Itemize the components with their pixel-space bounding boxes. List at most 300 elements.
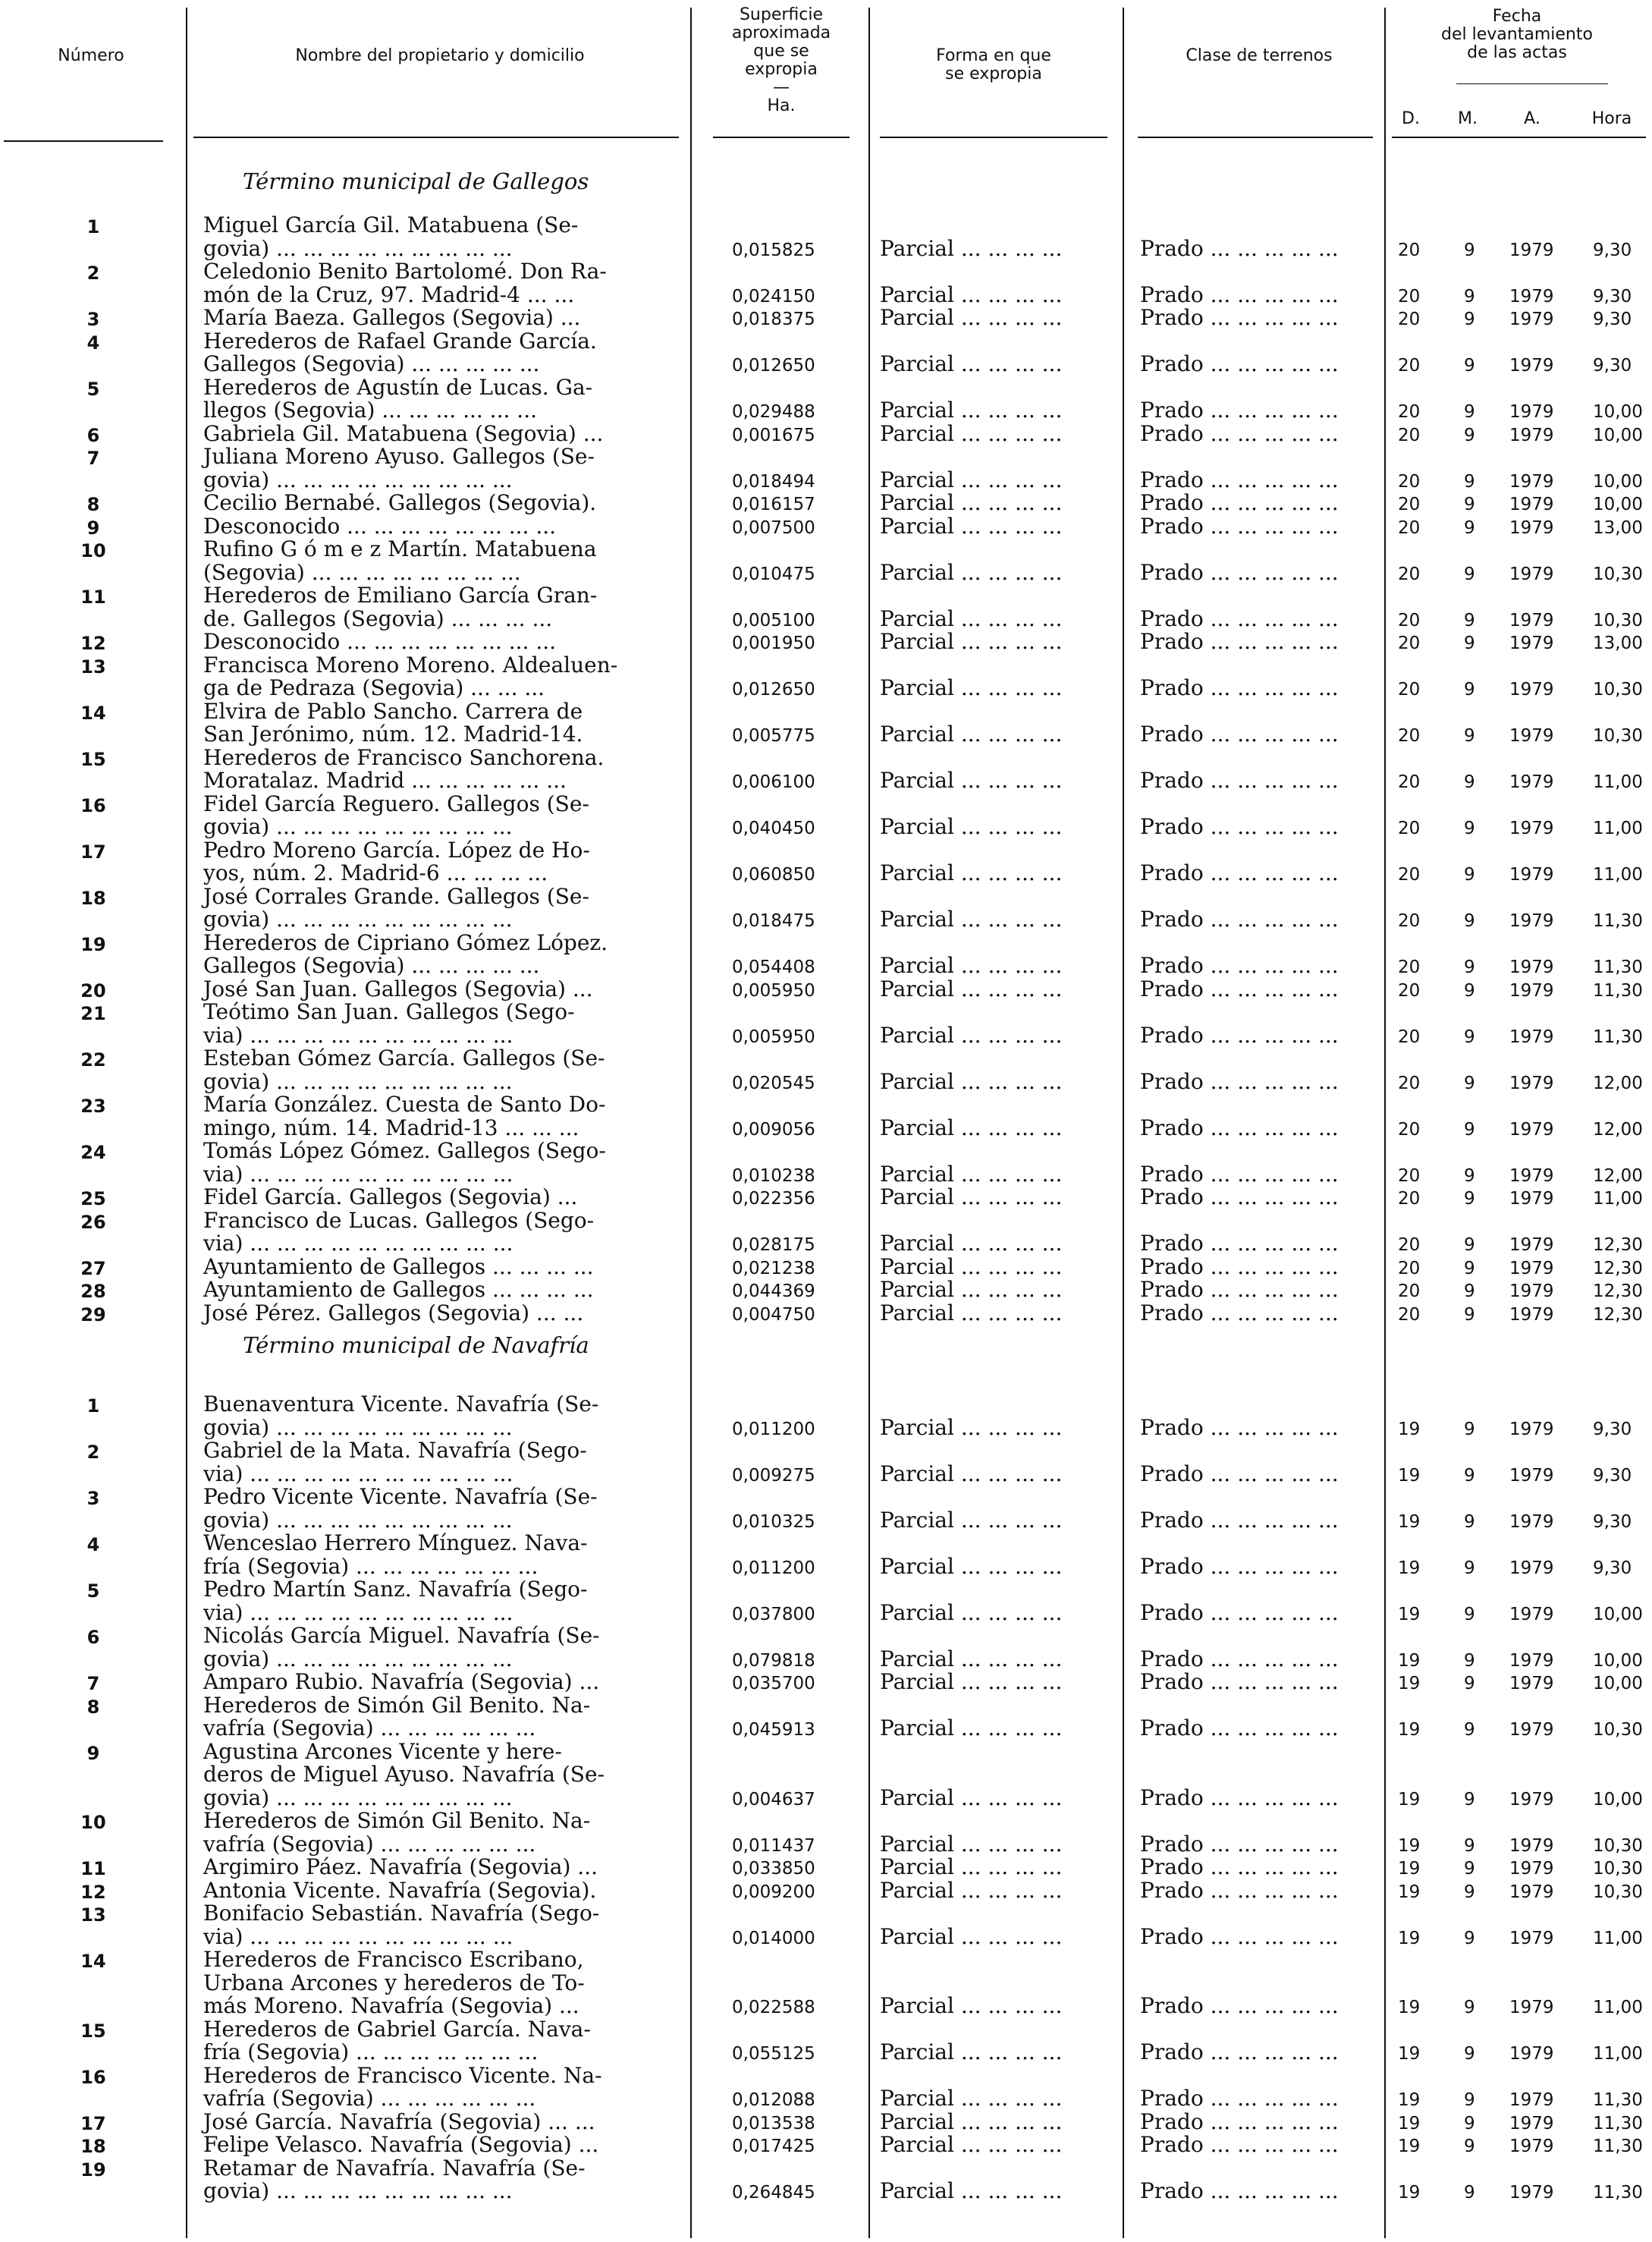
forma-value: Parcial ... ... ... ... <box>880 1414 1063 1440</box>
fecha-dia: 20 <box>1398 1189 1421 1209</box>
row-number: 13 <box>80 1904 106 1926</box>
fecha-mes: 9 <box>1464 2044 1475 2064</box>
header-rule <box>1392 137 1646 138</box>
fecha-dia: 20 <box>1398 495 1421 514</box>
fecha-anio: 1979 <box>1509 1119 1554 1140</box>
fecha-dia: 20 <box>1398 1235 1421 1255</box>
fecha-mes: 9 <box>1464 2137 1475 2156</box>
fecha-mes: 9 <box>1464 911 1475 931</box>
fecha-dia: 20 <box>1398 680 1421 700</box>
owner-line: Amparo Rubio. Navafría (Segovia) ... <box>203 1669 600 1694</box>
fecha-anio: 1979 <box>1509 957 1554 977</box>
fecha-mes: 9 <box>1464 1165 1475 1186</box>
forma-value: Parcial ... ... ... ... <box>880 235 1063 261</box>
fecha-hora: 12,00 <box>1593 1119 1643 1140</box>
fecha-dia: 20 <box>1398 772 1421 792</box>
fecha-dia: 19 <box>1398 2044 1421 2064</box>
fecha-anio: 1979 <box>1509 2113 1554 2134</box>
fecha-dia: 20 <box>1398 425 1421 445</box>
fecha-mes: 9 <box>1464 471 1475 492</box>
fecha-mes: 9 <box>1464 680 1475 700</box>
fecha-mes: 9 <box>1464 772 1475 792</box>
col-rule <box>186 8 187 2238</box>
superficie-value: 0,004637 <box>732 1789 815 1810</box>
clase-value: Prado ... ... ... ... ... <box>1140 1646 1339 1671</box>
forma-value: Parcial ... ... ... ... <box>880 1715 1063 1740</box>
forma-value: Parcial ... ... ... ... <box>880 1923 1063 1949</box>
superficie-value: 0,005950 <box>732 1027 815 1047</box>
fecha-mes: 9 <box>1464 1189 1475 1209</box>
owner-line: Herederos de Cipriano Gómez López. <box>203 929 608 955</box>
owner-line: Herederos de Simón Gil Benito. Na- <box>203 1692 591 1718</box>
fecha-anio: 1979 <box>1509 286 1554 307</box>
header-nombre: Nombre del propietario y domicilio <box>295 46 585 65</box>
forma-value: Parcial ... ... ... ... <box>880 1277 1063 1302</box>
owner-line: vafría (Segovia) ... ... ... ... ... ... <box>203 1715 536 1740</box>
clase-value: Prado ... ... ... ... ... <box>1140 513 1339 539</box>
forma-value: Parcial ... ... ... ... <box>880 1877 1063 1903</box>
owner-line: ga de Pedraza (Segovia) ... ... ... <box>203 675 545 700</box>
fecha-mes: 9 <box>1464 1674 1475 1693</box>
superficie-value: 0,055125 <box>732 2044 815 2064</box>
fecha-dia: 19 <box>1398 1928 1421 1948</box>
fecha-anio: 1979 <box>1509 1674 1554 1693</box>
row-number: 2 <box>86 1442 100 1463</box>
row-number: 13 <box>80 656 106 678</box>
fecha-hora: 9,30 <box>1593 1511 1632 1532</box>
row-number: 22 <box>80 1049 106 1071</box>
owner-line: govia) ... ... ... ... ... ... ... ... ... <box>203 1414 513 1440</box>
owner-line: Pedro Martín Sanz. Navafría (Sego- <box>203 1577 588 1602</box>
header-rule <box>4 140 163 142</box>
fecha-dia: 19 <box>1398 1650 1421 1671</box>
section-title: Término municipal de Gallegos <box>243 168 589 194</box>
owner-line: María Baeza. Gallegos (Segovia) ... <box>203 305 581 330</box>
owner-line: Francisca Moreno Moreno. Aldealuen- <box>203 652 618 678</box>
fecha-anio: 1979 <box>1509 980 1554 1001</box>
fecha-mes: 9 <box>1464 240 1475 260</box>
forma-value: Parcial ... ... ... ... <box>880 1507 1063 1533</box>
fecha-mes: 9 <box>1464 356 1475 376</box>
fecha-anio: 1979 <box>1509 1558 1554 1578</box>
owner-line: Herederos de Emiliano García Gran- <box>203 583 598 608</box>
fecha-hora: 12,30 <box>1593 1235 1643 1255</box>
owner-line: San Jerónimo, núm. 12. Madrid-14. <box>203 722 583 747</box>
owner-line: govia) ... ... ... ... ... ... ... ... ... <box>203 814 513 839</box>
fecha-dia: 20 <box>1398 564 1421 584</box>
forma-value: Parcial ... ... ... ... <box>880 907 1063 932</box>
fecha-mes: 9 <box>1464 1998 1475 2017</box>
owner-line: govia) ... ... ... ... ... ... ... ... ... <box>203 907 513 932</box>
fecha-mes: 9 <box>1464 1465 1475 1486</box>
superficie-value: 0,264845 <box>732 2183 815 2203</box>
superficie-value: 0,017425 <box>732 2137 815 2156</box>
row-number: 25 <box>80 1188 106 1209</box>
header-fecha-l3: de las actas <box>1467 43 1567 62</box>
fecha-mes: 9 <box>1464 1650 1475 1671</box>
superficie-value: 0,015825 <box>732 240 815 260</box>
owner-line: govia) ... ... ... ... ... ... ... ... ... <box>203 1784 513 1810</box>
fecha-hora: 10,00 <box>1593 495 1643 514</box>
superficie-value: 0,012650 <box>732 680 815 700</box>
fecha-anio: 1979 <box>1509 911 1554 931</box>
fecha-hora: 12,30 <box>1593 1281 1643 1301</box>
forma-value: Parcial ... ... ... ... <box>880 1461 1063 1486</box>
fecha-hora: 9,30 <box>1593 310 1632 329</box>
owner-line: Herederos de Francisco Sanchorena. <box>203 744 605 770</box>
superficie-value: 0,035700 <box>732 1674 815 1693</box>
owner-line: Fidel García. Gallegos (Segovia) ... <box>203 1184 578 1209</box>
clase-value: Prado ... ... ... ... ... <box>1140 2086 1339 2111</box>
row-number: 17 <box>80 2112 106 2134</box>
fecha-dia: 19 <box>1398 1419 1421 1439</box>
owner-line: via) ... ... ... ... ... ... ... ... ... ... <box>203 1161 514 1187</box>
fecha-anio: 1979 <box>1509 1720 1554 1740</box>
clase-value: Prado ... ... ... ... ... <box>1140 768 1339 793</box>
fecha-hora: 11,30 <box>1593 980 1643 1001</box>
header-rule <box>193 137 679 138</box>
owner-line: via) ... ... ... ... ... ... ... ... ... ... <box>203 1231 514 1256</box>
fecha-anio: 1979 <box>1509 1304 1554 1325</box>
owner-line: via) ... ... ... ... ... ... ... ... ... ... <box>203 1923 514 1949</box>
header-fecha-l1: Fecha <box>1492 7 1542 26</box>
row-number: 20 <box>80 979 106 1002</box>
forma-value: Parcial ... ... ... ... <box>880 675 1063 700</box>
forma-value: Parcial ... ... ... ... <box>880 1599 1063 1625</box>
header-col-a: A. <box>1524 109 1541 128</box>
fecha-mes: 9 <box>1464 634 1475 653</box>
clase-value: Prado ... ... ... ... ... <box>1140 722 1339 747</box>
fecha-mes: 9 <box>1464 2090 1475 2110</box>
col-rule <box>690 8 692 2238</box>
forma-value: Parcial ... ... ... ... <box>880 953 1063 978</box>
superficie-value: 0,079818 <box>732 1650 815 1671</box>
row-number: 19 <box>80 2159 106 2181</box>
owner-line: llegos (Segovia) ... ... ... ... ... ... <box>203 398 537 423</box>
row-number: 5 <box>86 378 100 400</box>
clase-value: Prado ... ... ... ... ... <box>1140 1993 1339 2018</box>
fecha-hora: 9,30 <box>1593 356 1632 376</box>
superficie-value: 0,014000 <box>732 1928 815 1948</box>
fecha-hora: 11,30 <box>1593 2183 1643 2203</box>
row-number: 16 <box>80 2066 106 2088</box>
fecha-mes: 9 <box>1464 819 1475 838</box>
fecha-mes: 9 <box>1464 517 1475 538</box>
fecha-dia: 20 <box>1398 1281 1421 1301</box>
fecha-hora: 13,00 <box>1593 634 1643 653</box>
superficie-value: 0,033850 <box>732 1859 815 1879</box>
fecha-dia: 20 <box>1398 865 1421 885</box>
owner-line: Buenaventura Vicente. Navafría (Se- <box>203 1391 599 1417</box>
fecha-anio: 1979 <box>1509 634 1554 653</box>
owner-line: Herederos de Agustín de Lucas. Ga- <box>203 374 593 400</box>
forma-value: Parcial ... ... ... ... <box>880 1068 1063 1094</box>
owner-line: Ayuntamiento de Gallegos ... ... ... ... <box>203 1253 594 1279</box>
owner-line: mingo, núm. 14. Madrid-13 ... ... ... <box>203 1115 579 1140</box>
owner-line: Moratalaz. Madrid ... ... ... ... ... ... <box>203 768 567 793</box>
owner-line: Juliana Moreno Ayuso. Gallegos (Se- <box>203 444 595 469</box>
forma-value: Parcial ... ... ... ... <box>880 2178 1063 2203</box>
row-number: 18 <box>80 887 106 909</box>
row-number: 15 <box>80 748 106 770</box>
clase-value: Prado ... ... ... ... ... <box>1140 860 1339 885</box>
header-superficie-l1: Superficie <box>739 5 824 24</box>
row-number: 4 <box>86 1534 100 1555</box>
row-number: 15 <box>80 2020 106 2042</box>
superficie-value: 0,020545 <box>732 1073 815 1093</box>
fecha-hora: 10,30 <box>1593 726 1643 746</box>
clase-value: Prado ... ... ... ... ... <box>1140 1253 1339 1279</box>
col-rule <box>868 8 870 2238</box>
owner-line: Herederos de Gabriel García. Nava- <box>203 2016 591 2042</box>
fecha-hora: 9,30 <box>1593 286 1632 307</box>
fecha-hora: 11,30 <box>1593 911 1643 931</box>
clase-value: Prado ... ... ... ... ... <box>1140 1553 1339 1579</box>
row-number: 19 <box>80 933 106 955</box>
row-number: 8 <box>86 494 100 515</box>
owner-line: govia) ... ... ... ... ... ... ... ... ... <box>203 1507 513 1533</box>
forma-value: Parcial ... ... ... ... <box>880 2108 1063 2134</box>
row-number: 2 <box>86 263 100 284</box>
forma-value: Parcial ... ... ... ... <box>880 2132 1063 2157</box>
fecha-hora: 10,00 <box>1593 471 1643 492</box>
clase-value: Prado ... ... ... ... ... <box>1140 559 1339 585</box>
clase-value: Prado ... ... ... ... ... <box>1140 1184 1339 1209</box>
forma-value: Parcial ... ... ... ... <box>880 1854 1063 1879</box>
clase-value: Prado ... ... ... ... ... <box>1140 1877 1339 1903</box>
clase-value: Prado ... ... ... ... ... <box>1140 1115 1339 1140</box>
owner-line: govia) ... ... ... ... ... ... ... ... ... <box>203 2178 513 2203</box>
owner-line: govia) ... ... ... ... ... ... ... ... ... <box>203 1068 513 1094</box>
fecha-dia: 20 <box>1398 819 1421 838</box>
owner-line: Pedro Moreno García. López de Ho- <box>203 837 590 863</box>
clase-value: Prado ... ... ... ... ... <box>1140 629 1339 654</box>
clase-value: Prado ... ... ... ... ... <box>1140 1414 1339 1440</box>
header-rule <box>713 137 850 138</box>
fecha-dia: 19 <box>1398 1859 1421 1879</box>
fecha-dia: 19 <box>1398 1882 1421 1902</box>
forma-value: Parcial ... ... ... ... <box>880 1784 1063 1810</box>
fecha-dia: 19 <box>1398 1511 1421 1532</box>
fecha-hora: 13,00 <box>1593 517 1643 538</box>
fecha-anio: 1979 <box>1509 1859 1554 1879</box>
forma-value: Parcial ... ... ... ... <box>880 976 1063 1002</box>
superficie-value: 0,005775 <box>732 726 815 746</box>
fecha-mes: 9 <box>1464 1859 1475 1879</box>
owner-line: Gallegos (Segovia) ... ... ... ... ... <box>203 351 540 376</box>
clase-value: Prado ... ... ... ... ... <box>1140 1507 1339 1533</box>
row-number: 12 <box>80 1881 106 1903</box>
superficie-value: 0,022588 <box>732 1998 815 2017</box>
fecha-mes: 9 <box>1464 1027 1475 1047</box>
clase-value: Prado ... ... ... ... ... <box>1140 1161 1339 1187</box>
fecha-mes: 9 <box>1464 425 1475 445</box>
fecha-anio: 1979 <box>1509 495 1554 514</box>
forma-value: Parcial ... ... ... ... <box>880 722 1063 747</box>
clase-value: Prado ... ... ... ... ... <box>1140 1068 1339 1094</box>
superficie-value: 0,022356 <box>732 1189 815 1209</box>
row-number: 16 <box>80 794 106 816</box>
fecha-rule <box>1456 83 1608 84</box>
owner-line: José San Juan. Gallegos (Segovia) ... <box>203 976 593 1002</box>
fecha-anio: 1979 <box>1509 1882 1554 1902</box>
clase-value: Prado ... ... ... ... ... <box>1140 976 1339 1002</box>
row-number: 23 <box>80 1096 106 1117</box>
owner-line: más Moreno. Navafría (Segovia) ... <box>203 1993 579 2018</box>
owner-line: Celedonio Benito Bartolomé. Don Ra- <box>203 259 607 284</box>
fecha-mes: 9 <box>1464 1235 1475 1255</box>
fecha-hora: 10,30 <box>1593 1835 1643 1856</box>
row-number: 10 <box>80 1812 106 1833</box>
fecha-hora: 9,30 <box>1593 1419 1632 1439</box>
fecha-anio: 1979 <box>1509 240 1554 260</box>
owner-line: Herederos de Rafael Grande García. <box>203 328 597 354</box>
forma-value: Parcial ... ... ... ... <box>880 1553 1063 1579</box>
superficie-value: 0,010325 <box>732 1511 815 1532</box>
fecha-dia: 19 <box>1398 1465 1421 1486</box>
superficie-value: 0,006100 <box>732 772 815 792</box>
superficie-value: 0,018494 <box>732 471 815 492</box>
fecha-anio: 1979 <box>1509 517 1554 538</box>
clase-value: Prado ... ... ... ... ... <box>1140 1461 1339 1486</box>
row-number: 14 <box>80 702 106 724</box>
fecha-hora: 9,30 <box>1593 240 1632 260</box>
fecha-anio: 1979 <box>1509 356 1554 376</box>
fecha-mes: 9 <box>1464 1720 1475 1740</box>
fecha-hora: 11,30 <box>1593 1027 1643 1047</box>
fecha-dia: 20 <box>1398 1027 1421 1047</box>
fecha-anio: 1979 <box>1509 1165 1554 1186</box>
fecha-dia: 20 <box>1398 471 1421 492</box>
owner-line: Gabriela Gil. Matabuena (Segovia) ... <box>203 420 604 446</box>
fecha-mes: 9 <box>1464 726 1475 746</box>
row-number: 28 <box>80 1281 106 1302</box>
superficie-value: 0,060850 <box>732 865 815 885</box>
superficie-value: 0,018475 <box>732 911 815 931</box>
owner-line: Herederos de Francisco Vicente. Na- <box>203 2062 602 2088</box>
fecha-anio: 1979 <box>1509 1465 1554 1486</box>
row-number: 21 <box>80 1003 106 1024</box>
superficie-value: 0,011200 <box>732 1419 815 1439</box>
forma-value: Parcial ... ... ... ... <box>880 814 1063 839</box>
owner-line: fría (Segovia) ... ... ... ... ... ... ... <box>203 1553 539 1579</box>
fecha-anio: 1979 <box>1509 310 1554 329</box>
superficie-value: 0,045913 <box>732 1720 815 1740</box>
fecha-dia: 20 <box>1398 402 1421 422</box>
fecha-dia: 20 <box>1398 957 1421 977</box>
fecha-dia: 20 <box>1398 1258 1421 1278</box>
fecha-mes: 9 <box>1464 495 1475 514</box>
clase-value: Prado ... ... ... ... ... <box>1140 907 1339 932</box>
fecha-mes: 9 <box>1464 980 1475 1001</box>
forma-value: Parcial ... ... ... ... <box>880 2039 1063 2064</box>
forma-value: Parcial ... ... ... ... <box>880 559 1063 585</box>
fecha-hora: 10,30 <box>1593 610 1643 630</box>
forma-value: Parcial ... ... ... ... <box>880 281 1063 307</box>
fecha-hora: 11,00 <box>1593 865 1643 885</box>
superficie-value: 0,005950 <box>732 980 815 1001</box>
fecha-hora: 10,30 <box>1593 1859 1643 1879</box>
owner-line: deros de Miguel Ayuso. Navafría (Se- <box>203 1762 605 1787</box>
fecha-hora: 10,00 <box>1593 1650 1643 1671</box>
row-number: 7 <box>86 448 100 469</box>
fecha-anio: 1979 <box>1509 1928 1554 1948</box>
fecha-dia: 20 <box>1398 356 1421 376</box>
header-superficie-l4: expropia <box>745 60 818 79</box>
fecha-mes: 9 <box>1464 1882 1475 1902</box>
owner-line: govia) ... ... ... ... ... ... ... ... ... <box>203 235 513 261</box>
fecha-anio: 1979 <box>1509 1073 1554 1093</box>
fecha-anio: 1979 <box>1509 865 1554 885</box>
row-number: 3 <box>86 309 100 330</box>
superficie-value: 0,037800 <box>732 1604 815 1624</box>
fecha-hora: 10,00 <box>1593 402 1643 422</box>
owner-line: Francisco de Lucas. Gallegos (Sego- <box>203 1207 595 1233</box>
fecha-anio: 1979 <box>1509 1789 1554 1810</box>
fecha-anio: 1979 <box>1509 1650 1554 1671</box>
fecha-dia: 20 <box>1398 286 1421 307</box>
superficie-value: 0,028175 <box>732 1235 815 1255</box>
fecha-dia: 20 <box>1398 726 1421 746</box>
fecha-hora: 12,00 <box>1593 1165 1643 1186</box>
fecha-mes: 9 <box>1464 2183 1475 2203</box>
fecha-hora: 11,00 <box>1593 1189 1643 1209</box>
clase-value: Prado ... ... ... ... ... <box>1140 2132 1339 2157</box>
clase-value: Prado ... ... ... ... ... <box>1140 1300 1339 1325</box>
header-forma <box>876 47 1111 83</box>
owner-line: Bonifacio Sebastián. Navafría (Sego- <box>203 1901 600 1926</box>
superficie-value: 0,016157 <box>732 495 815 514</box>
superficie-value: 0,010475 <box>732 564 815 584</box>
clase-value: Prado ... ... ... ... ... <box>1140 281 1339 307</box>
superficie-value: 0,009200 <box>732 1882 815 1902</box>
fecha-mes: 9 <box>1464 1835 1475 1856</box>
clase-value: Prado ... ... ... ... ... <box>1140 1277 1339 1302</box>
fecha-dia: 19 <box>1398 2090 1421 2110</box>
fecha-mes: 9 <box>1464 402 1475 422</box>
fecha-dia: 20 <box>1398 911 1421 931</box>
header-superficie <box>705 6 857 115</box>
superficie-value: 0,018375 <box>732 310 815 329</box>
col-rule <box>1384 8 1386 2238</box>
owner-line: Wenceslao Herrero Mínguez. Nava- <box>203 1530 588 1555</box>
owner-line: José Pérez. Gallegos (Segovia) ... ... <box>203 1300 584 1325</box>
fecha-anio: 1979 <box>1509 1281 1554 1301</box>
fecha-dia: 19 <box>1398 1674 1421 1693</box>
forma-value: Parcial ... ... ... ... <box>880 1993 1063 2018</box>
row-number: 1 <box>86 1395 100 1417</box>
clase-value: Prado ... ... ... ... ... <box>1140 953 1339 978</box>
forma-value: Parcial ... ... ... ... <box>880 629 1063 654</box>
superficie-value: 0,054408 <box>732 957 815 977</box>
fecha-hora: 10,00 <box>1593 1789 1643 1810</box>
header-col-d: D. <box>1402 109 1420 128</box>
clase-value: Prado ... ... ... ... ... <box>1140 2039 1339 2064</box>
header-clase: Clase de terrenos <box>1186 46 1333 65</box>
fecha-hora: 10,00 <box>1593 1674 1643 1693</box>
row-number: 4 <box>86 332 100 354</box>
owner-line: Herederos de Simón Gil Benito. Na- <box>203 1808 591 1833</box>
fecha-dia: 19 <box>1398 2137 1421 2156</box>
header-superficie-unit: Ha. <box>767 96 796 115</box>
fecha-dia: 19 <box>1398 1558 1421 1578</box>
fecha-dia: 20 <box>1398 1119 1421 1140</box>
owner-line: Retamar de Navafría. Navafría (Se- <box>203 2155 586 2181</box>
superficie-value: 0,004750 <box>732 1304 815 1325</box>
fecha-mes: 9 <box>1464 610 1475 630</box>
row-number: 7 <box>86 1673 100 1694</box>
owner-line: Felipe Velasco. Navafría (Segovia) ... <box>203 2132 599 2157</box>
